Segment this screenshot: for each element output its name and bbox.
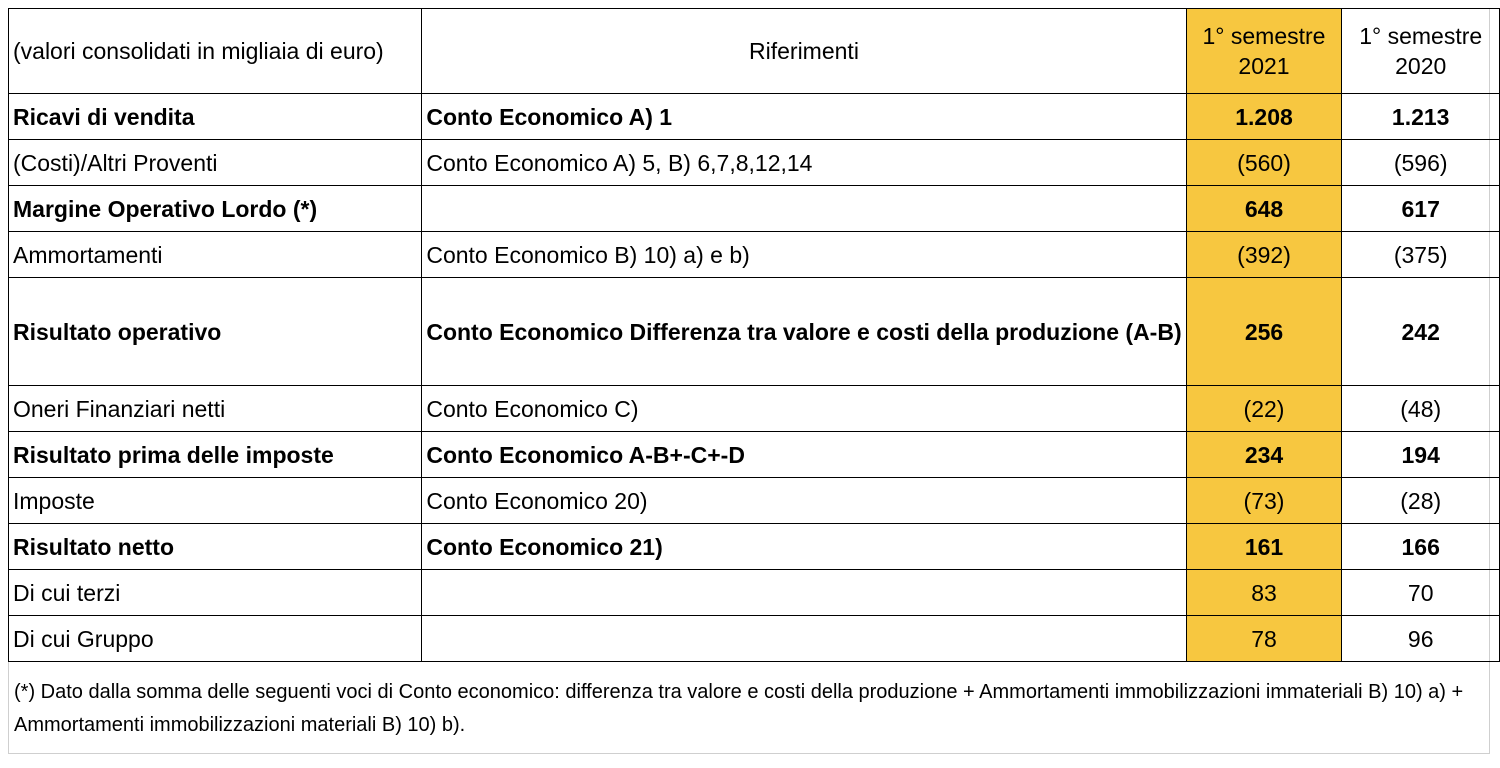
row-value-2020: 617 [1342,186,1500,232]
row-reference-text: Conto Economico Differenza tra valore e costi della produzione (A-B) [426,318,1182,345]
row-value-2021: 83 [1186,570,1342,616]
row-reference: Conto Economico C) [422,386,1186,432]
header-label-cell: (valori consolidati in migliaia di euro) [9,9,422,94]
header-h1-2021-line2: 2021 [1238,53,1290,79]
row-value-2021: (22) [1186,386,1342,432]
row-reference: Conto Economico 20) [422,478,1186,524]
row-label: Ricavi di vendita [9,94,422,140]
row-label: Imposte [9,478,422,524]
row-value-2021: 648 [1186,186,1342,232]
row-value-2021: 256 [1186,278,1342,386]
row-reference: Conto Economico B) 10) a) e b) [422,232,1186,278]
row-label: (Costi)/Altri Proventi [9,140,422,186]
row-label: Risultato netto [9,524,422,570]
row-value-2021: 161 [1186,524,1342,570]
row-value-2020: (48) [1342,386,1500,432]
row-value-2021: (560) [1186,140,1342,186]
header-h1-2021-line1: 1° semestre [1202,23,1326,49]
row-reference [422,616,1186,662]
row-reference [422,186,1186,232]
header-h1-2020-cell [1342,9,1500,94]
row-value-2020: 70 [1342,570,1500,616]
row-label: Margine Operativo Lordo (*) [9,186,422,232]
row-label: Risultato operativo [9,278,422,386]
table-row [9,94,1500,140]
row-value-2021: (73) [1186,478,1342,524]
row-value-2021: 78 [1186,616,1342,662]
row-label: Di cui Gruppo [9,616,422,662]
row-value-2020: 194 [1342,432,1500,478]
row-value-2021: 234 [1186,432,1342,478]
row-label: Oneri Finanziari netti [9,386,422,432]
row-label: Risultato prima delle imposte [9,432,422,478]
table-row [9,278,1500,386]
header-references-cell: Riferimenti [422,9,1186,94]
header-h1-2020-line2: 2020 [1395,53,1447,79]
row-value-2020: 242 [1342,278,1500,386]
row-value-2020: 166 [1342,524,1500,570]
row-label: Ammortamenti [9,232,422,278]
row-reference [422,278,1186,386]
row-reference: Conto Economico A) 1 [422,94,1186,140]
footnote: (*) Dato dalla somma delle seguenti voci di Conto economico: differenza tra valore e costi della produzione + Ammortamenti immobilizzazioni immateriali B) 10) a) + Ammortamenti immobilizzazioni materiali B) 10) b). [14,681,1464,736]
row-reference: Conto Economico 21) [422,524,1186,570]
table-row [9,478,1500,524]
header-h1-2020-line1: 1° semestre [1359,23,1483,49]
row-label: Di cui terzi [9,570,422,616]
table-header-row [9,9,1500,94]
row-value-2021: (392) [1186,232,1342,278]
income-statement-table [8,8,1500,662]
table-row [9,616,1500,662]
row-reference: Conto Economico A) 5, B) 6,7,8,12,14 [422,140,1186,186]
table-row [9,232,1500,278]
row-value-2020: 96 [1342,616,1500,662]
table-row [9,140,1500,186]
header-h1-2021-cell [1186,9,1342,94]
row-reference [422,570,1186,616]
row-value-2020: 1.213 [1342,94,1500,140]
table-row [9,524,1500,570]
table-row [9,186,1500,232]
row-value-2020: (28) [1342,478,1500,524]
table-row [9,570,1500,616]
table-row [9,386,1500,432]
row-value-2020: (596) [1342,140,1500,186]
row-value-2021: 1.208 [1186,94,1342,140]
row-reference: Conto Economico A-B+-C+-D [422,432,1186,478]
row-value-2020: (375) [1342,232,1500,278]
table-row [9,432,1500,478]
